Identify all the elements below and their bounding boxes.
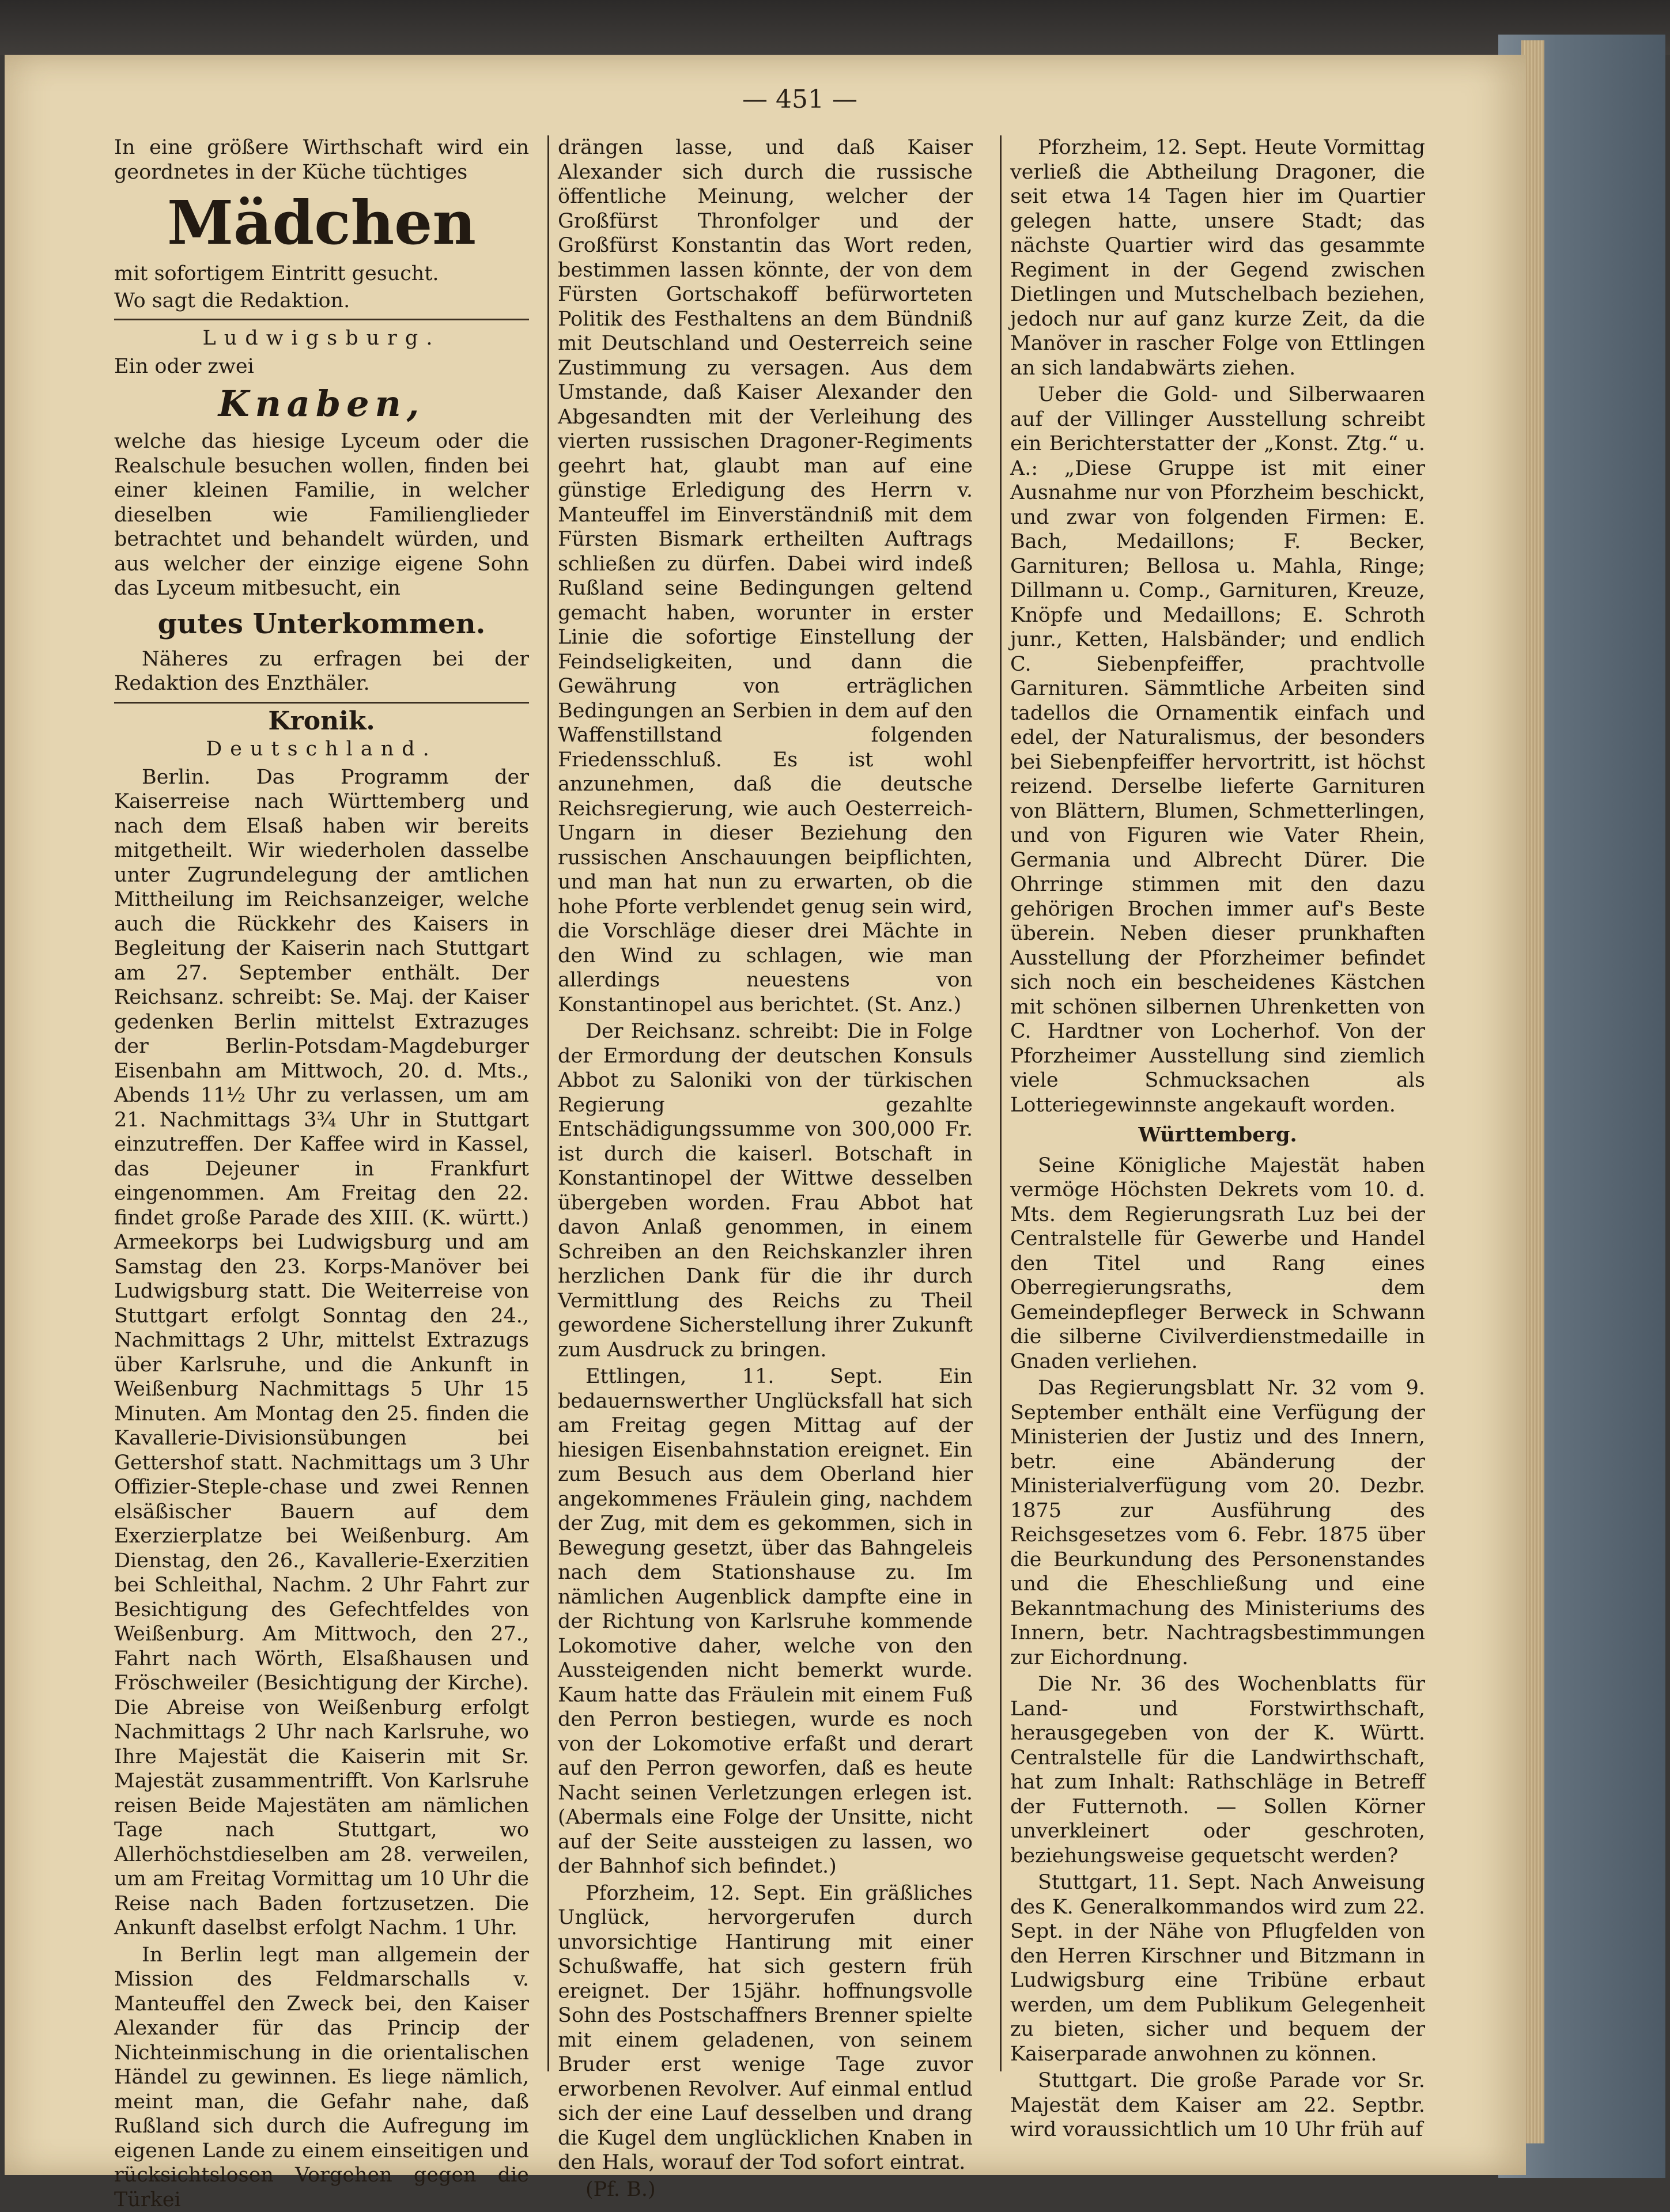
ad-boys-bold: gutes Unterkommen.: [114, 607, 529, 641]
ad-maid-line: mit sofortigem Eintritt gesucht.: [114, 262, 529, 286]
article-berlin-mission: In Berlin legt man allgemein der Mission des Feldmarschalls v. Manteuffel den Zweck bei, den Kaiser Alexander für das Princip der Nichteinmischung in die orientalischen Händel zu gewinnen. Es liege nämlich, meint man, die Gefahr nahe, daß Rußland sich durch die Aufregung im eigenen Lande zu einem einseitigen und rücksichtslosen Vorgehen gegen die Türkei: [114, 1943, 529, 2212]
article-dekret: Seine Königliche Majestät haben vermöge Höchsten Dekrets vom 10. d. Mts. dem Regierungsrath Luz bei der Centralstelle für Gewerbe und Handel den Titel und Rang eines Oberregierungsraths, dem Gemeindepfleger Berweck in Schwann die silberne Civilverdienstmedaille in Gnaden verliehen.: [1010, 1154, 1425, 1374]
column-3: [1010, 135, 1425, 2071]
country-heading: Deutschland.: [114, 737, 529, 762]
article-pforzheim-unglueck: Pforzheim, 12. Sept. Ein gräßliches Unglück, hervorgerufen durch unvorsichtige Hantirung mit einer Schußwaffe, hat sich gestern früh ereignet. Der 15jähr. hoffnungsvolle Sohn des Postschaffners Brenner spielte mit einem geladenen, von seinem Bruder erst wenige Tage zuvor erworbenen Revolver. Auf einmal entlud sich der eine Lauf desselben und drang die Kugel dem unglücklichen Knaben in den Hals, worauf der Tod sofort eintrat.: [558, 1881, 973, 2175]
ad-maid-contact: Wo sagt die Redaktion.: [114, 289, 529, 313]
article-pforzheim-dragoner: Pforzheim, 12. Sept. Heute Vormittag verließ die Abtheilung Dragoner, die seit etwa 14 Tagen hier im Quartier gelegen hatte, unsere Stadt; das nächste Quartier wird das gesammte Regiment in der Gegend zwischen Dietlingen und Mutschelbach beziehen, jedoch nur auf ganz kurze Zeit, da die Manöver in rascher Folge von Ettlingen an sich landabwärts ziehen.: [1010, 135, 1425, 380]
column-rule-1: [547, 135, 549, 2071]
ad-boys-body: welche das hiesige Lyceum oder die Realschule besuchen wollen, finden bei einer kleinen Familie, in welcher dieselben wie Familienglieder betrachtet und behandelt würden, und aus welcher der einzige eigene Sohn das Lyceum mitbesucht, ein: [114, 429, 529, 601]
column-rule-2: [1000, 135, 1002, 2071]
subheading-wuerttemberg: Württemberg.: [1010, 1123, 1425, 1148]
article-stuttgart-tribuene: Stuttgart, 11. Sept. Nach Anweisung des K. Generalkommandos wird zum 22. Sept. in der Nähe von Pflugfelden von den Herren Kirschner und Bitzmann in Ludwigsburg eine Tribüne erbaut werden, um dem Publikum Gelegenheit zu bieten, sicher und bequem der Kaiserparade anwohnen zu können.: [1010, 1870, 1425, 2066]
ad-divider: [114, 319, 529, 320]
article-wochenblatt: Die Nr. 36 des Wochenblatts für Land- und Forstwirthschaft, herausgegeben von der K. Württ. Centralstelle für die Landwirthschaft, hat zum Inhalt: Rathschläge in Betreff der Futternoth. — Sollen Körner unverkleinert oder geschroten, beziehungsweise gequetscht werden?: [1010, 1672, 1425, 1868]
scan-background-top: [0, 0, 1670, 55]
ad-boys-headline: Knaben,: [114, 382, 529, 426]
article-stuttgart-parade: Stuttgart. Die große Parade vor Sr. Majestät dem Kaiser am 22. Septbr. wird voraussichtlich um 10 Uhr früh auf: [1010, 2069, 1425, 2142]
page-number: — 451 —: [685, 85, 915, 114]
ad-boys-place: Ludwigsburg.: [114, 326, 529, 351]
ad-maid-intro: In eine größere Wirthschaft wird ein geordnetes in der Küche tüchtiges: [114, 135, 529, 184]
article-villinger-ausstellung: Ueber die Gold- und Silberwaaren auf der Villinger Ausstellung schreibt ein Berichterstatter der „Konst. Ztg.“ u. A.: „Diese Gruppe ist mit einer Ausnahme nur von Pforzheim beschickt, und zwar von folgenden Firmen: E. Bach, Medaillons; F. Becker, Garnituren; Bellosa u. Mahla, Ringe; Dillmann u. Comp., Garnituren, Kreuze, Knöpfe und Medaillons; E. Schroth junr., Ketten, Halsbänder; und endlich C. Siebenpfeiffer, prachtvolle Garnituren. Sämmtliche Arbeiten sind tadellos die Ornamentik einfach und edel, der Naturalismus, der besonders bei Siebenpfeiffer hervortritt, ist höchst reizend. Derselbe lieferte Garnituren von Blättern, Blumen, Schmetterlingen, und von Figuren wie Vater Rhein, Germania und Albrecht Dürer. Die Ohrringe stimmen mit den dazu gehörigen Brochen immer auf's Beste überein. Neben dieser prunkhaften Ausstellung der Pforzheimer befindet sich noch ein bescheidenes Kästchen mit schönen silbernen Uhrenketten von C. Hardtner von Locherhof. Von der Pforzheimer Ausstellung sind ziemlich viele Schmucksachen als Lotteriegewinnste angekauft worden.: [1010, 383, 1425, 1117]
article-berlin-programm: Berlin. Das Programm der Kaiserreise nach Württemberg und nach dem Elsaß haben wir bereits mitgetheilt. Wir wiederholen dasselbe unter Zugrundelegung der amtlichen Mittheilung im Reichsanzeiger, welche auch die Rückkehr des Kaisers in Begleitung der Kaiserin nach Stuttgart am 27. September enthält. Der Reichsanz. schreibt: Se. Maj. der Kaiser gedenken Berlin mittelst Extrazuges der Berlin-Potsdam-Magdeburger Eisenbahn am Mittwoch, 20. d. Mts., Abends 11½ Uhr zu verlassen, um am 21. Nachmittags 3¾ Uhr in Stuttgart einzutreffen. Der Kaffee wird in Kassel, das Dejeuner in Frankfurt eingenommen. Am Freitag den 22. findet große Parade des XIII. (K. württ.) Armeekorps bei Ludwigsburg und am Samstag den 23. Korps-Manöver bei Ludwigsburg statt. Die Weiterreise von Stuttgart erfolgt Sonntag den 24., Nachmittags 2 Uhr, mittelst Extrazugs über Karlsruhe, und die Ankunft in Weißenburg Nachmittags 5 Uhr 15 Minuten. Am Montag den 25. finden die Kavallerie-Divisionsübungen bei Gettershof statt. Nachmittags um 3 Uhr Offizier-Steple-chase und zwei Rennen elsäßischer Bauern auf dem Exerzierplatze bei Weißenburg. Am Dienstag, den 26., Kavallerie-Exerzitien bei Schleithal, Nachm. 2 Uhr Fahrt zur Besichtigung des Gefechtfeldes von Weißenburg. Am Mittwoch, den 27., Fahrt nach Wörth, Elsaßhausen und Fröschweiler (Besichtigung der Kirche). Die Abreise von Weißenburg erfolgt Nachmittags 2 Uhr nach Karlsruhe, wo Ihre Majestät die Kaiserin mit Sr. Majestät zusammentrifft. Von Karlsruhe reisen Beide Majestäten am nämlichen Tage nach Stuttgart, wo Allerhöchstdieselben am 28. verweilen, um am Freitag Vormittag um 10 Uhr die Reise nach Baden fortzusetzen. Die Ankunft daselbst erfolgt Nachm. 1 Uhr.: [114, 765, 529, 1941]
ad-boys-intro: Ein oder zwei: [114, 354, 529, 379]
section-heading: Kronik.: [114, 709, 529, 734]
article-ettlingen: Ettlingen, 11. Sept. Ein bedauernswerther Unglücksfall hat sich am Freitag gegen Mittag auf der hiesigen Eisenbahnstation ereignet. Ein zum Besuch aus dem Oberland hier angekommenes Fräulein ging, nachdem der Zug, mit dem es gekommen, sich in Bewegung gesetzt, über das Bahngeleis nach dem Stationshause zu. Im nämlichen Augenblick dampfte eine in der Richtung von Karlsruhe kommende Lokomotive daher, welche von den Aussteigenden nicht bemerkt wurde. Kaum hatte das Fräulein mit einem Fuß den Perron bestiegen, wurde es noch von der Lokomotive erfaßt und derart auf den Perron geworfen, daß es heute Nacht seinen Verletzungen erlegen ist. (Abermals eine Folge der Unsitte, nicht auf der Seite aussteigen zu lassen, wo der Bahnhof sich befindet.): [558, 1364, 973, 1879]
ad-boys-contact: Näheres zu erfragen bei der Redaktion des Enzthäler.: [114, 647, 529, 696]
column-1: [114, 135, 529, 2071]
column-2: [558, 135, 973, 2071]
article-berlin-mission-continued: drängen lasse, und daß Kaiser Alexander sich durch die russische öffentliche Meinung, welcher der Großfürst Thronfolger und der Großfürst Konstantin das Wort reden, bestimmen lassen könnte, der von dem Fürsten Gortschakoff befürworteten Politik des Festhaltens an dem Bündniß mit Deutschland und Oesterreich seine Zustimmung zu versagen. Aus dem Umstande, daß Kaiser Alexander den Abgesandten mit der Verleihung des vierten russischen Dragoner-Regiments geehrt hat, glaubt man auf eine günstige Erledigung des Herrn v. Manteuffel im Einverständniß mit dem Fürsten Bismark ertheilten Auftrags schließen zu dürfen. Dabei wird indeß Rußland seine Bedingungen geltend gemacht haben, worunter in erster Linie die sofortige Einstellung der Feindseligkeiten, und dann die Gewährung von erträglichen Bedingungen an Serbien in dem auf den Waffenstillstand folgenden Friedensschluß. Es ist wohl anzunehmen, daß die deutsche Reichsregierung, wie auch Oesterreich-Ungarn in dieser Beziehung den russischen Anschauungen beipflichten, und man hat nun zu erwarten, ob die hohe Pforte verblendet genug sein wird, die Vorschläge dieser drei Mächte in den Wind zu schlagen, wie man allerdings neuestens von Konstantinopel aus berichtet. (St. Anz.): [558, 135, 973, 1017]
ad-maid-headline: Mädchen: [114, 189, 529, 257]
newspaper-page: [5, 55, 1526, 2175]
section-divider: [114, 702, 529, 704]
article-source: (Pf. B.): [558, 2177, 973, 2202]
article-regierungsblatt: Das Regierungsblatt Nr. 32 vom 9. September enthält eine Verfügung der Ministerien der Justiz und des Innern, betr. eine Abänderung der Ministerialverfügung vom 20. Dezbr. 1875 zur Ausführung des Reichsgesetzes vom 6. Febr. 1875 über die Beurkundung des Personenstandes und die Eheschließung und eine Bekanntmachung des Ministeriums des Innern, betr. Nachtragsbestimmungen zur Eichordnung.: [1010, 1376, 1425, 1670]
article-reichsanzeiger: Der Reichsanz. schreibt: Die in Folge der Ermordung der deutschen Konsuls Abbot zu Saloniki von der türkischen Regierung gezahlte Entschädigungssumme von 300,000 Fr. ist durch die kaiserl. Botschaft in Konstantinopel der Wittwe desselben übergeben worden. Frau Abbot hat davon Anlaß genommen, in einem Schreiben an den Reichskanzler ihren herzlichen Dank für die ihr durch Vermittlung des Reichs zu Theil gewordene Sicherstellung ihrer Zukunft zum Ausdruck zu bringen.: [558, 1019, 973, 1362]
